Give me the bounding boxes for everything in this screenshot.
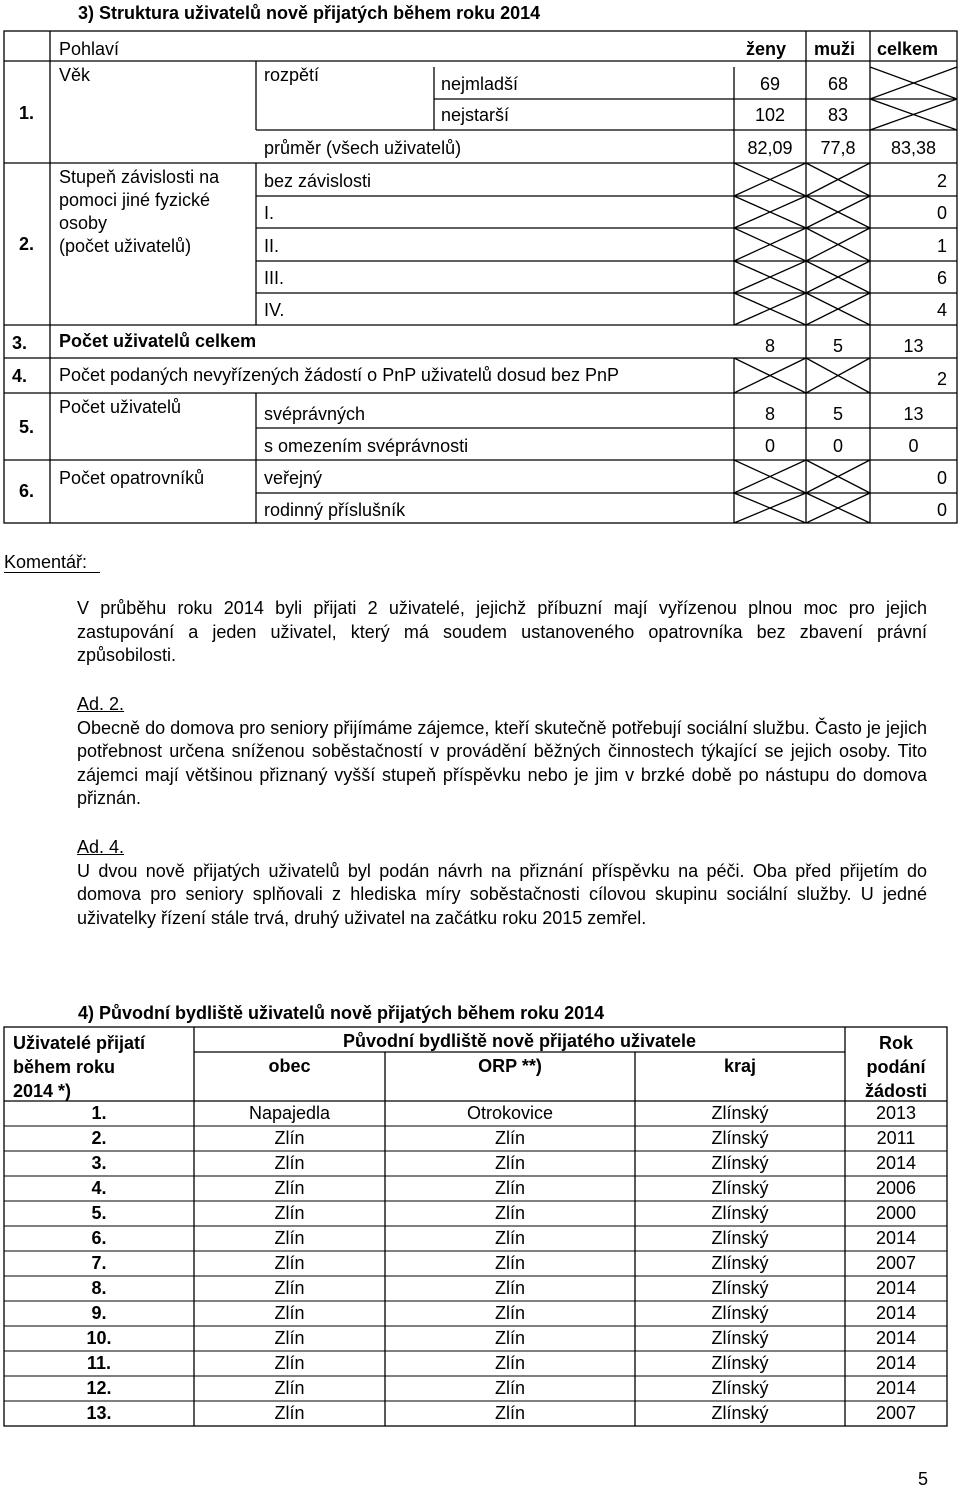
row5a-total: 13	[903, 404, 924, 424]
residence-cell-n: 11.	[86, 1353, 112, 1373]
row1-youngest-label: nejmladší	[441, 74, 519, 94]
residence-cell-orp: Zlín	[494, 1253, 525, 1273]
row6-num: 6.	[19, 481, 35, 501]
residence-cell-orp: Zlín	[494, 1303, 525, 1323]
residence-cell-kraj: Zlínský	[711, 1328, 769, 1348]
row5a-men: 5	[832, 404, 843, 424]
row6a-total: 0	[936, 468, 947, 488]
residence-cell-obec: Zlín	[274, 1403, 305, 1423]
residence-cell-kraj: Zlínský	[711, 1353, 769, 1373]
col-group-header: Původní bydliště nově přijatého uživatele	[342, 1031, 697, 1051]
row6a-label: veřejný	[264, 468, 323, 488]
residence-cell-obec: Zlín	[274, 1378, 305, 1398]
row2-level-label: III.	[264, 268, 285, 288]
row5a-label: svéprávných	[264, 404, 366, 424]
row1-oldest-women: 102	[754, 105, 786, 125]
residence-cell-kraj: Zlínský	[711, 1303, 769, 1323]
comment-ad2: Ad. 2. Obecně do domova pro seniory přijímáme zájemce, kteří skutečně potřebují sociální službu. Často je jejich potřebnost určena sníženou soběstačností v provádění běžných činnostech týkající se jejich osoby. Tito zájemci mají většinou přiznaný vyšší stupeň příspěvku nebo je jim v brzké době po nástupu do domova přiznán.	[77, 694, 927, 808]
row4-label: Počet podaných nevyřízených žádostí o PnP uživatelů dosud bez PnP	[59, 365, 620, 385]
residence-cell-rok: 2013	[875, 1103, 917, 1123]
row6b-total: 0	[936, 500, 947, 520]
row2-level-label: II.	[264, 236, 280, 256]
residence-cell-n: 12.	[86, 1378, 112, 1398]
residence-cell-rok: 2014	[875, 1378, 917, 1398]
row2-level-label: bez závislosti	[264, 171, 372, 191]
residence-cell-n: 10.	[86, 1328, 112, 1348]
row1-average-men: 77,8	[820, 138, 856, 158]
row2-level-total: 6	[936, 268, 947, 288]
residence-cell-obec: Zlín	[274, 1353, 305, 1373]
section4-title: 4) Původní bydliště uživatelů nově přijatých během roku 2014	[78, 1003, 605, 1023]
residence-cell-kraj: Zlínský	[711, 1278, 769, 1298]
header-total: celkem	[877, 39, 939, 59]
residence-cell-obec: Zlín	[274, 1178, 305, 1198]
col-users-header: Uživatelé přijatí během roku 2014 *)	[13, 1033, 146, 1101]
residence-cell-rok: 2014	[875, 1328, 917, 1348]
residence-cell-kraj: Zlínský	[711, 1403, 769, 1423]
page-number: 5	[918, 1469, 929, 1489]
residence-cell-rok: 2014	[875, 1153, 917, 1173]
row3-total: 13	[903, 336, 924, 356]
residence-cell-orp: Zlín	[494, 1353, 525, 1373]
col-kraj-header: kraj	[723, 1056, 757, 1076]
row1-oldest-men: 83	[827, 105, 849, 125]
residence-cell-kraj: Zlínský	[711, 1128, 769, 1148]
residence-cell-n: 13.	[86, 1403, 112, 1423]
col-obec-header: obec	[268, 1056, 311, 1076]
residence-cell-orp: Zlín	[494, 1378, 525, 1398]
row1-range: rozpětí	[264, 65, 320, 85]
row3-men: 5	[832, 336, 843, 356]
comment-ad4: Ad. 4. U dvou nově přijatých uživatelů byl podán návrh na přiznání příspěvku na péči. Oba před přijetím do domova pro seniory splňovali z hlediska míry soběstačnosti cílovou skupinu sociální služby. U jedné uživatelky řízení stále trvá, druhý uživatel na začátku roku 2015 zemřel.	[77, 837, 927, 928]
row3-num: 3.	[12, 333, 28, 353]
residence-cell-obec: Zlín	[274, 1253, 305, 1273]
row2-level-total: 0	[936, 203, 947, 223]
row1-average-women: 82,09	[747, 138, 793, 158]
row5-label: Počet uživatelů	[59, 397, 182, 417]
header-women: ženy	[746, 39, 787, 59]
residence-cell-rok: 2014	[875, 1303, 917, 1323]
residence-cell-orp: Zlín	[494, 1178, 525, 1198]
row2-label: Stupeň závislosti na pomoci jiné fyzické osoby (počet uživatelů)	[59, 167, 220, 256]
residence-cell-rok: 2007	[875, 1253, 917, 1273]
col-year-header: Rok podání žádosti	[864, 1033, 927, 1101]
residence-cell-orp: Otrokovice	[466, 1103, 554, 1123]
residence-cell-obec: Zlín	[274, 1303, 305, 1323]
residence-cell-n: 9.	[91, 1303, 107, 1323]
row1-average-label: průměr (všech uživatelů)	[264, 138, 462, 158]
residence-cell-rok: 2014	[875, 1353, 917, 1373]
row1-oldest-label: nejstarší	[441, 105, 510, 125]
section3-title: 3) Struktura uživatelů nově přijatých během roku 2014	[78, 3, 541, 23]
row5b-men: 0	[832, 436, 843, 456]
residence-cell-orp: Zlín	[494, 1203, 525, 1223]
row2-level-label: IV.	[264, 300, 285, 320]
residence-cell-rok: 2014	[875, 1228, 917, 1248]
residence-cell-orp: Zlín	[494, 1328, 525, 1348]
row1-num: 1.	[19, 103, 35, 123]
row3-women: 8	[764, 336, 775, 356]
row1-youngest-men: 68	[827, 74, 849, 94]
row1-youngest-women: 69	[759, 74, 781, 94]
residence-cell-obec: Zlín	[274, 1328, 305, 1348]
residence-cell-n: 6.	[91, 1228, 107, 1248]
row2-level-total: 2	[936, 171, 947, 191]
row5b-women: 0	[764, 436, 775, 456]
header-pohlavi: Pohlaví	[59, 39, 120, 59]
residence-cell-obec: Napajedla	[248, 1103, 331, 1123]
residence-cell-rok: 2006	[875, 1178, 917, 1198]
row6b-label: rodinný příslušník	[264, 500, 406, 520]
residence-cell-n: 3.	[91, 1153, 107, 1173]
comment-paragraph: V průběhu roku 2014 byli přijati 2 uživatelé, jejichž příbuzní mají vyřízenou plnou moc pro jejich zastupování a jeden uživatel, který má soudem ustanoveného opatrovníka bez zbavení právní způsobilosti.	[77, 598, 927, 665]
row1-label: Věk	[59, 65, 91, 85]
residence-cell-obec: Zlín	[274, 1153, 305, 1173]
residence-cell-kraj: Zlínský	[711, 1203, 769, 1223]
row2-num: 2.	[19, 234, 35, 254]
comment-label: Komentář:	[4, 552, 88, 572]
row6-label: Počet opatrovníků	[59, 468, 205, 488]
row2-level-total: 1	[936, 236, 947, 256]
row4-num: 4.	[12, 366, 28, 386]
residence-cell-obec: Zlín	[274, 1128, 305, 1148]
row5b-total: 0	[908, 436, 919, 456]
col-orp-header: ORP **)	[478, 1056, 542, 1076]
residence-cell-rok: 2007	[875, 1403, 917, 1423]
residence-cell-rok: 2000	[875, 1203, 917, 1223]
residence-cell-obec: Zlín	[274, 1203, 305, 1223]
residence-cell-kraj: Zlínský	[711, 1178, 769, 1198]
residence-cell-orp: Zlín	[494, 1228, 525, 1248]
residence-cell-orp: Zlín	[494, 1403, 525, 1423]
row2-level-total: 4	[936, 300, 947, 320]
residence-cell-kraj: Zlínský	[711, 1103, 769, 1123]
residence-cell-rok: 2011	[876, 1128, 916, 1148]
residence-cell-obec: Zlín	[274, 1228, 305, 1248]
row1-average-total: 83,38	[890, 138, 937, 158]
residence-cell-n: 2.	[91, 1128, 107, 1148]
residence-cell-n: 1.	[91, 1103, 107, 1123]
row2-level-label: I.	[264, 203, 275, 223]
residence-cell-n: 8.	[91, 1278, 107, 1298]
residence-cell-n: 5.	[91, 1203, 107, 1223]
residence-cell-orp: Zlín	[494, 1278, 525, 1298]
residence-cell-orp: Zlín	[494, 1128, 525, 1148]
row5a-women: 8	[764, 404, 775, 424]
residence-cell-kraj: Zlínský	[711, 1378, 769, 1398]
residence-cell-rok: 2014	[875, 1278, 917, 1298]
residence-cell-kraj: Zlínský	[711, 1153, 769, 1173]
residence-cell-n: 7.	[91, 1253, 107, 1273]
row5b-label: s omezením svéprávnosti	[264, 436, 469, 456]
residence-cell-kraj: Zlínský	[711, 1253, 769, 1273]
row3-label: Počet uživatelů celkem	[59, 331, 257, 351]
row5-num: 5.	[19, 417, 35, 437]
residence-cell-orp: Zlín	[494, 1153, 525, 1173]
row4-total: 2	[936, 369, 947, 389]
residence-cell-obec: Zlín	[274, 1278, 305, 1298]
residence-cell-kraj: Zlínský	[711, 1228, 769, 1248]
residence-cell-n: 4.	[91, 1178, 107, 1198]
header-men: muži	[814, 39, 856, 59]
